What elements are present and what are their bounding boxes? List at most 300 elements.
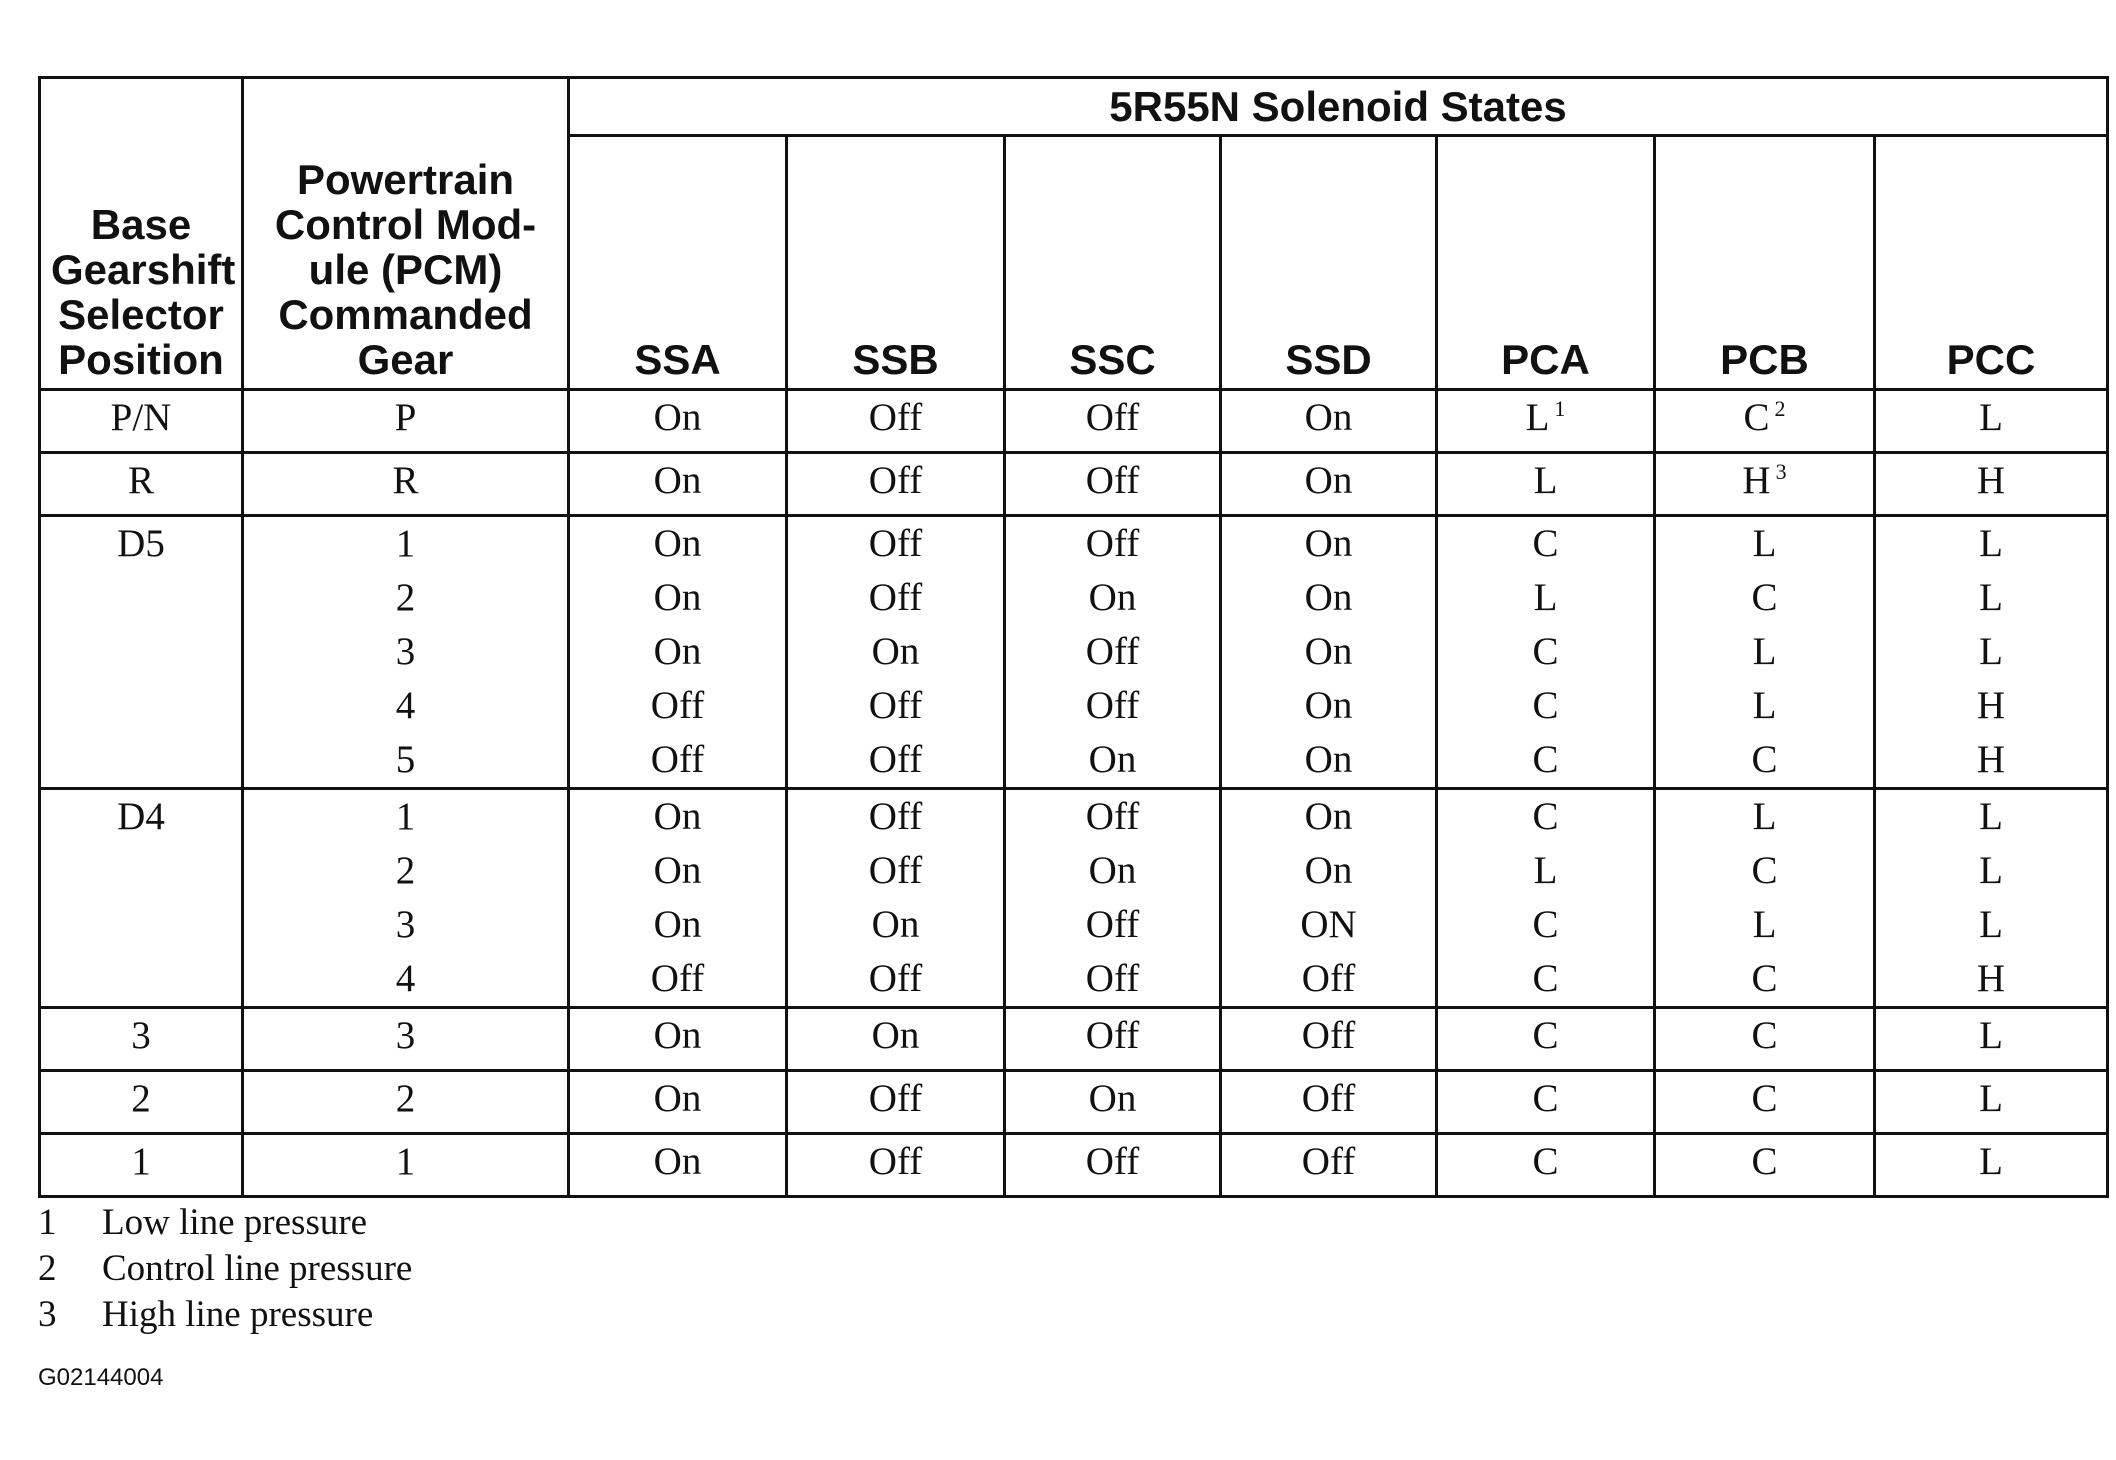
ssb-value: Off	[868, 738, 923, 781]
ssb-value: On	[871, 903, 920, 946]
ssc-value-line	[1006, 571, 1219, 625]
ssc-value: Off	[1085, 684, 1140, 727]
ssd-value: Off	[1301, 957, 1356, 1000]
ssc-value: Off	[1085, 522, 1140, 565]
pcc-value-line	[1876, 1072, 2106, 1126]
cell-pcb	[1655, 453, 1875, 516]
ssa-value: On	[653, 903, 702, 946]
cell-ssd	[1221, 1071, 1437, 1134]
ssb-value-line	[788, 898, 1003, 952]
pcc-value: L	[1979, 1014, 2003, 1057]
ssb-value-line	[788, 790, 1003, 844]
ssb-value: Off	[868, 1077, 923, 1120]
table-row	[40, 1071, 2108, 1134]
gear-value-line	[244, 790, 567, 844]
pcb-value: H	[1742, 459, 1771, 502]
pcb-value: C	[1751, 576, 1778, 619]
gear-value: R	[392, 459, 419, 502]
pcc-value: L	[1979, 903, 2003, 946]
ssc-value: Off	[1085, 957, 1140, 1000]
cell-ssd	[1221, 789, 1437, 1008]
cell-ssc	[1005, 516, 1221, 789]
cell-ssd	[1221, 453, 1437, 516]
cell-base-position	[40, 1071, 243, 1134]
pcb-value-line	[1656, 1009, 1873, 1063]
pca-value-line	[1438, 517, 1653, 571]
base-position-value: 3	[131, 1014, 151, 1057]
ssc-value-line	[1006, 733, 1219, 787]
cell-gear	[243, 1008, 569, 1071]
pcc-value-line	[1876, 1009, 2106, 1063]
gear-value: 1	[395, 795, 416, 838]
cell-ssb	[787, 516, 1005, 789]
gear-value-line	[244, 1009, 567, 1063]
gear-value-line	[244, 733, 567, 787]
gear-value-line	[244, 952, 567, 1006]
ssd-value: Off	[1301, 1077, 1356, 1120]
header-ssb: SSB	[787, 136, 1005, 390]
ssd-value: On	[1304, 396, 1353, 439]
ssa-value: On	[653, 522, 702, 565]
pcc-value: L	[1979, 1140, 2003, 1183]
pca-value: C	[1532, 1077, 1559, 1120]
ssd-value: ON	[1300, 903, 1357, 946]
gear-value: 2	[395, 1077, 416, 1120]
ssa-value-line	[570, 625, 785, 679]
gear-value: 5	[395, 738, 416, 781]
pcc-value: L	[1979, 795, 2003, 838]
cell-ssd	[1221, 1008, 1437, 1071]
pca-value: C	[1532, 738, 1559, 781]
ssa-value: On	[653, 630, 702, 673]
header-row-group	[40, 78, 2108, 136]
ssb-value-line	[788, 1009, 1003, 1063]
pcc-value-line	[1876, 1135, 2106, 1189]
cell-base-position	[40, 789, 243, 1008]
cell-pca	[1437, 1071, 1655, 1134]
ssb-value-line	[788, 517, 1003, 571]
header-commanded-gear	[243, 78, 569, 390]
ssd-value-line	[1222, 790, 1435, 844]
ssb-value-line	[788, 391, 1003, 445]
pcb-value: L	[1752, 522, 1777, 565]
pcc-value: H	[1976, 738, 2006, 781]
footnote-number: 2	[38, 1248, 57, 1289]
ssb-value: Off	[868, 849, 923, 892]
pcb-value: C	[1751, 738, 1778, 781]
ssa-value-line	[570, 790, 785, 844]
cell-pcc	[1875, 453, 2108, 516]
cell-pcc	[1875, 390, 2108, 453]
ssd-value-line	[1222, 679, 1435, 733]
pca-value-line	[1438, 391, 1653, 445]
pcc-value: L	[1979, 522, 2003, 565]
footnote-2	[38, 1246, 412, 1292]
table-header	[40, 78, 2108, 390]
cell-pca	[1437, 516, 1655, 789]
ssd-value-line	[1222, 1072, 1435, 1126]
cell-ssb	[787, 390, 1005, 453]
ssd-value: On	[1304, 849, 1353, 892]
table-row	[40, 1008, 2108, 1071]
pcb-value-line	[1656, 625, 1873, 679]
cell-gear	[243, 1134, 569, 1197]
cell-ssa	[569, 1134, 787, 1197]
footnote-text: Low line pressure	[102, 1202, 368, 1243]
cell-pcb	[1655, 1008, 1875, 1071]
cell-ssc	[1005, 1008, 1221, 1071]
ssa-value-line	[570, 1009, 785, 1063]
pcc-value-line	[1876, 790, 2106, 844]
ssd-value: On	[1304, 459, 1353, 502]
ssa-value-line	[570, 733, 785, 787]
cell-ssb	[787, 1071, 1005, 1134]
ssc-value: On	[1088, 738, 1137, 781]
pcc-value: H	[1976, 957, 2006, 1000]
cell-ssc	[1005, 789, 1221, 1008]
ssd-value: Off	[1301, 1140, 1356, 1183]
ssc-value: On	[1088, 1077, 1137, 1120]
ssb-value: Off	[868, 459, 923, 502]
pca-value: L	[1533, 849, 1558, 892]
pca-value-line	[1438, 1072, 1653, 1126]
ssc-value-line	[1006, 1135, 1219, 1189]
ssc-value: Off	[1085, 459, 1140, 502]
cell-ssb	[787, 1134, 1005, 1197]
ssa-value: Off	[650, 738, 705, 781]
footnote-1	[38, 1200, 412, 1246]
pcc-value-line	[1876, 625, 2106, 679]
cell-ssc	[1005, 1071, 1221, 1134]
ssb-value-line	[788, 571, 1003, 625]
cell-pcb	[1655, 516, 1875, 789]
ssd-value-line	[1222, 454, 1435, 508]
ssa-value: On	[653, 849, 702, 892]
ssb-value-line	[788, 625, 1003, 679]
pcc-value-line	[1876, 679, 2106, 733]
cell-ssc	[1005, 453, 1221, 516]
pcb-value: C	[1751, 1014, 1778, 1057]
cell-ssa	[569, 1071, 787, 1134]
gear-value: 1	[395, 522, 416, 565]
header-base-position-label: Base Gearshift Selector Position	[51, 201, 236, 383]
table-row	[40, 1134, 2108, 1197]
gear-value: 2	[395, 576, 416, 619]
pcb-value: L	[1752, 903, 1777, 946]
ssd-value: On	[1304, 522, 1353, 565]
table-row	[40, 390, 2108, 453]
pcc-value: L	[1979, 630, 2003, 673]
ssa-value-line	[570, 679, 785, 733]
ssb-value: Off	[868, 957, 923, 1000]
cell-pcb	[1655, 1134, 1875, 1197]
ssb-value-line	[788, 1072, 1003, 1126]
table-row	[40, 516, 2108, 789]
gear-value-line	[244, 454, 567, 508]
cell-ssc	[1005, 1134, 1221, 1197]
pcb-value-line	[1656, 790, 1873, 844]
footnote-number: 1	[38, 1202, 57, 1243]
pca-value-line	[1438, 844, 1653, 898]
pcc-value-line	[1876, 454, 2106, 508]
footnote-text: High line pressure	[102, 1294, 374, 1335]
cell-pca	[1437, 789, 1655, 1008]
table-body	[40, 390, 2108, 1197]
ssd-value-line	[1222, 1009, 1435, 1063]
header-ssa: SSA	[569, 136, 787, 390]
ssa-value: On	[653, 795, 702, 838]
ssd-value: Off	[1301, 1014, 1356, 1057]
cell-pcc	[1875, 789, 2108, 1008]
gear-value-line	[244, 844, 567, 898]
base-position-value: D4	[117, 795, 165, 838]
gear-value: 3	[395, 903, 416, 946]
header-pcc: PCC	[1875, 136, 2108, 390]
pcb-value: L	[1752, 684, 1777, 727]
pca-value-line	[1438, 898, 1653, 952]
ssc-value: On	[1088, 576, 1137, 619]
gear-value-line	[244, 898, 567, 952]
header-solenoid-group: 5R55N Solenoid States	[569, 78, 2108, 136]
gear-value: 2	[395, 849, 416, 892]
ssb-value-line	[788, 454, 1003, 508]
ssb-value-line	[788, 844, 1003, 898]
footnote-number: 3	[38, 1294, 57, 1335]
ssd-value-line	[1222, 952, 1435, 1006]
cell-ssa	[569, 453, 787, 516]
pcc-value-line	[1876, 571, 2106, 625]
ssa-value-line	[570, 571, 785, 625]
pcb-value: C	[1751, 1077, 1778, 1120]
pca-value-line	[1438, 1009, 1653, 1063]
pca-value: C	[1532, 1140, 1559, 1183]
cell-gear	[243, 789, 569, 1008]
ssa-value-line	[570, 454, 785, 508]
cell-ssb	[787, 1008, 1005, 1071]
base-position-value: D5	[117, 522, 165, 565]
cell-ssa	[569, 1008, 787, 1071]
ssa-value: Off	[650, 957, 705, 1000]
cell-ssd	[1221, 516, 1437, 789]
pca-value-line	[1438, 625, 1653, 679]
ssc-value-line	[1006, 1009, 1219, 1063]
footnote-3	[38, 1292, 412, 1338]
cell-ssd	[1221, 390, 1437, 453]
cell-base-position	[40, 390, 243, 453]
footnote-marker: 3	[1775, 459, 1787, 484]
ssd-value-line	[1222, 844, 1435, 898]
table-row	[40, 789, 2108, 1008]
ssb-value: Off	[868, 522, 923, 565]
gear-value-line	[244, 571, 567, 625]
ssc-value-line	[1006, 898, 1219, 952]
pcb-value: L	[1752, 630, 1777, 673]
pcb-value-line	[1656, 1135, 1873, 1189]
pca-value: L	[1525, 396, 1550, 439]
pcc-value-line	[1876, 733, 2106, 787]
cell-pcc	[1875, 1134, 2108, 1197]
ssb-value-line	[788, 679, 1003, 733]
gear-value-line	[244, 391, 567, 445]
cell-ssa	[569, 789, 787, 1008]
ssb-value: Off	[868, 576, 923, 619]
ssd-value-line	[1222, 733, 1435, 787]
ssa-value-line	[570, 952, 785, 1006]
ssb-value: On	[871, 630, 920, 673]
ssc-value-line	[1006, 790, 1219, 844]
pca-value: C	[1532, 957, 1559, 1000]
ssd-value: On	[1304, 576, 1353, 619]
pcb-value-line	[1656, 391, 1873, 445]
header-commanded-gear-label: Powertrain Control Mod-ule (PCM) Commanded Gear	[274, 156, 537, 383]
pca-value-line	[1438, 679, 1653, 733]
ssd-value: On	[1304, 684, 1353, 727]
pcc-value: H	[1976, 684, 2006, 727]
pcb-value-line	[1656, 898, 1873, 952]
cell-pca	[1437, 390, 1655, 453]
ssb-value: Off	[868, 1140, 923, 1183]
header-pca: PCA	[1437, 136, 1655, 390]
pcc-value-line	[1876, 517, 2106, 571]
ssc-value: Off	[1085, 903, 1140, 946]
ssb-value: Off	[868, 396, 923, 439]
header-ssd: SSD	[1221, 136, 1437, 390]
ssa-value: On	[653, 459, 702, 502]
pca-value-line	[1438, 952, 1653, 1006]
pca-value-line	[1438, 1135, 1653, 1189]
ssd-value: On	[1304, 795, 1353, 838]
ssd-value-line	[1222, 517, 1435, 571]
ssc-value-line	[1006, 625, 1219, 679]
ssa-value: Off	[650, 684, 705, 727]
cell-pcb	[1655, 390, 1875, 453]
ssd-value-line	[1222, 1135, 1435, 1189]
ssa-value: On	[653, 1140, 702, 1183]
header-ssc: SSC	[1005, 136, 1221, 390]
pcb-value-line	[1656, 517, 1873, 571]
pcb-value-line	[1656, 844, 1873, 898]
pcc-value-line	[1876, 952, 2106, 1006]
ssb-value: Off	[868, 684, 923, 727]
cell-pcb	[1655, 789, 1875, 1008]
ssb-value: Off	[868, 795, 923, 838]
cell-ssa	[569, 390, 787, 453]
cell-gear	[243, 453, 569, 516]
pca-value: L	[1533, 459, 1558, 502]
ssd-value-line	[1222, 571, 1435, 625]
footnote-marker: 2	[1774, 396, 1786, 421]
header-base-position	[40, 78, 243, 390]
footnote-text: Control line pressure	[102, 1248, 413, 1289]
ssa-value: On	[653, 576, 702, 619]
ssc-value: On	[1088, 849, 1137, 892]
cell-base-position	[40, 1134, 243, 1197]
pcb-value-line	[1656, 1072, 1873, 1126]
ssc-value: Off	[1085, 1140, 1140, 1183]
pca-value-line	[1438, 733, 1653, 787]
ssa-value-line	[570, 898, 785, 952]
base-position-value: R	[127, 459, 154, 502]
ssc-value-line	[1006, 517, 1219, 571]
pcb-value-line	[1656, 454, 1873, 508]
cell-ssa	[569, 516, 787, 789]
header-pcb: PCB	[1655, 136, 1875, 390]
cell-pcc	[1875, 1071, 2108, 1134]
solenoid-state-table	[38, 76, 2109, 1198]
pca-value: L	[1533, 576, 1558, 619]
ssb-value-line	[788, 952, 1003, 1006]
pcc-value: H	[1976, 459, 2006, 502]
base-position-value: 2	[131, 1077, 151, 1120]
table-row	[40, 453, 2108, 516]
cell-pca	[1437, 453, 1655, 516]
cell-ssc	[1005, 390, 1221, 453]
gear-value: 3	[395, 630, 416, 673]
base-position-value: P/N	[110, 396, 172, 439]
pca-value: C	[1532, 630, 1559, 673]
pcb-value-line	[1656, 952, 1873, 1006]
cell-ssb	[787, 453, 1005, 516]
pcc-value: L	[1979, 1077, 2003, 1120]
gear-value: 4	[395, 684, 416, 727]
footnote-marker: 1	[1554, 396, 1566, 421]
cell-gear	[243, 390, 569, 453]
cell-ssb	[787, 789, 1005, 1008]
gear-value-line	[244, 625, 567, 679]
ssa-value-line	[570, 1135, 785, 1189]
gear-value: 4	[395, 957, 416, 1000]
ssc-value-line	[1006, 844, 1219, 898]
cell-pca	[1437, 1134, 1655, 1197]
ssa-value: On	[653, 1077, 702, 1120]
pcb-value: C	[1751, 957, 1778, 1000]
ssc-value: Off	[1085, 630, 1140, 673]
cell-base-position	[40, 516, 243, 789]
pcb-value-line	[1656, 679, 1873, 733]
ssc-value: Off	[1085, 396, 1140, 439]
ssa-value-line	[570, 517, 785, 571]
figure-code: G02144004	[38, 1364, 164, 1391]
cell-pcc	[1875, 1008, 2108, 1071]
ssd-value-line	[1222, 625, 1435, 679]
ssa-value-line	[570, 844, 785, 898]
pcc-value-line	[1876, 844, 2106, 898]
cell-gear	[243, 516, 569, 789]
pca-value: C	[1532, 684, 1559, 727]
gear-value-line	[244, 679, 567, 733]
pcc-value-line	[1876, 898, 2106, 952]
pcc-value: L	[1979, 849, 2003, 892]
pca-value: C	[1532, 795, 1559, 838]
gear-value: P	[394, 396, 417, 439]
cell-pcc	[1875, 516, 2108, 789]
ssb-value-line	[788, 1135, 1003, 1189]
gear-value-line	[244, 1072, 567, 1126]
cell-base-position	[40, 1008, 243, 1071]
ssa-value-line	[570, 1072, 785, 1126]
ssa-value: On	[653, 396, 702, 439]
ssc-value-line	[1006, 1072, 1219, 1126]
gear-value: 1	[395, 1140, 416, 1183]
pca-value: C	[1532, 522, 1559, 565]
cell-ssd	[1221, 1134, 1437, 1197]
pca-value-line	[1438, 790, 1653, 844]
gear-value-line	[244, 517, 567, 571]
ssd-value: On	[1304, 630, 1353, 673]
ssc-value: Off	[1085, 795, 1140, 838]
cell-base-position	[40, 453, 243, 516]
ssc-value-line	[1006, 952, 1219, 1006]
